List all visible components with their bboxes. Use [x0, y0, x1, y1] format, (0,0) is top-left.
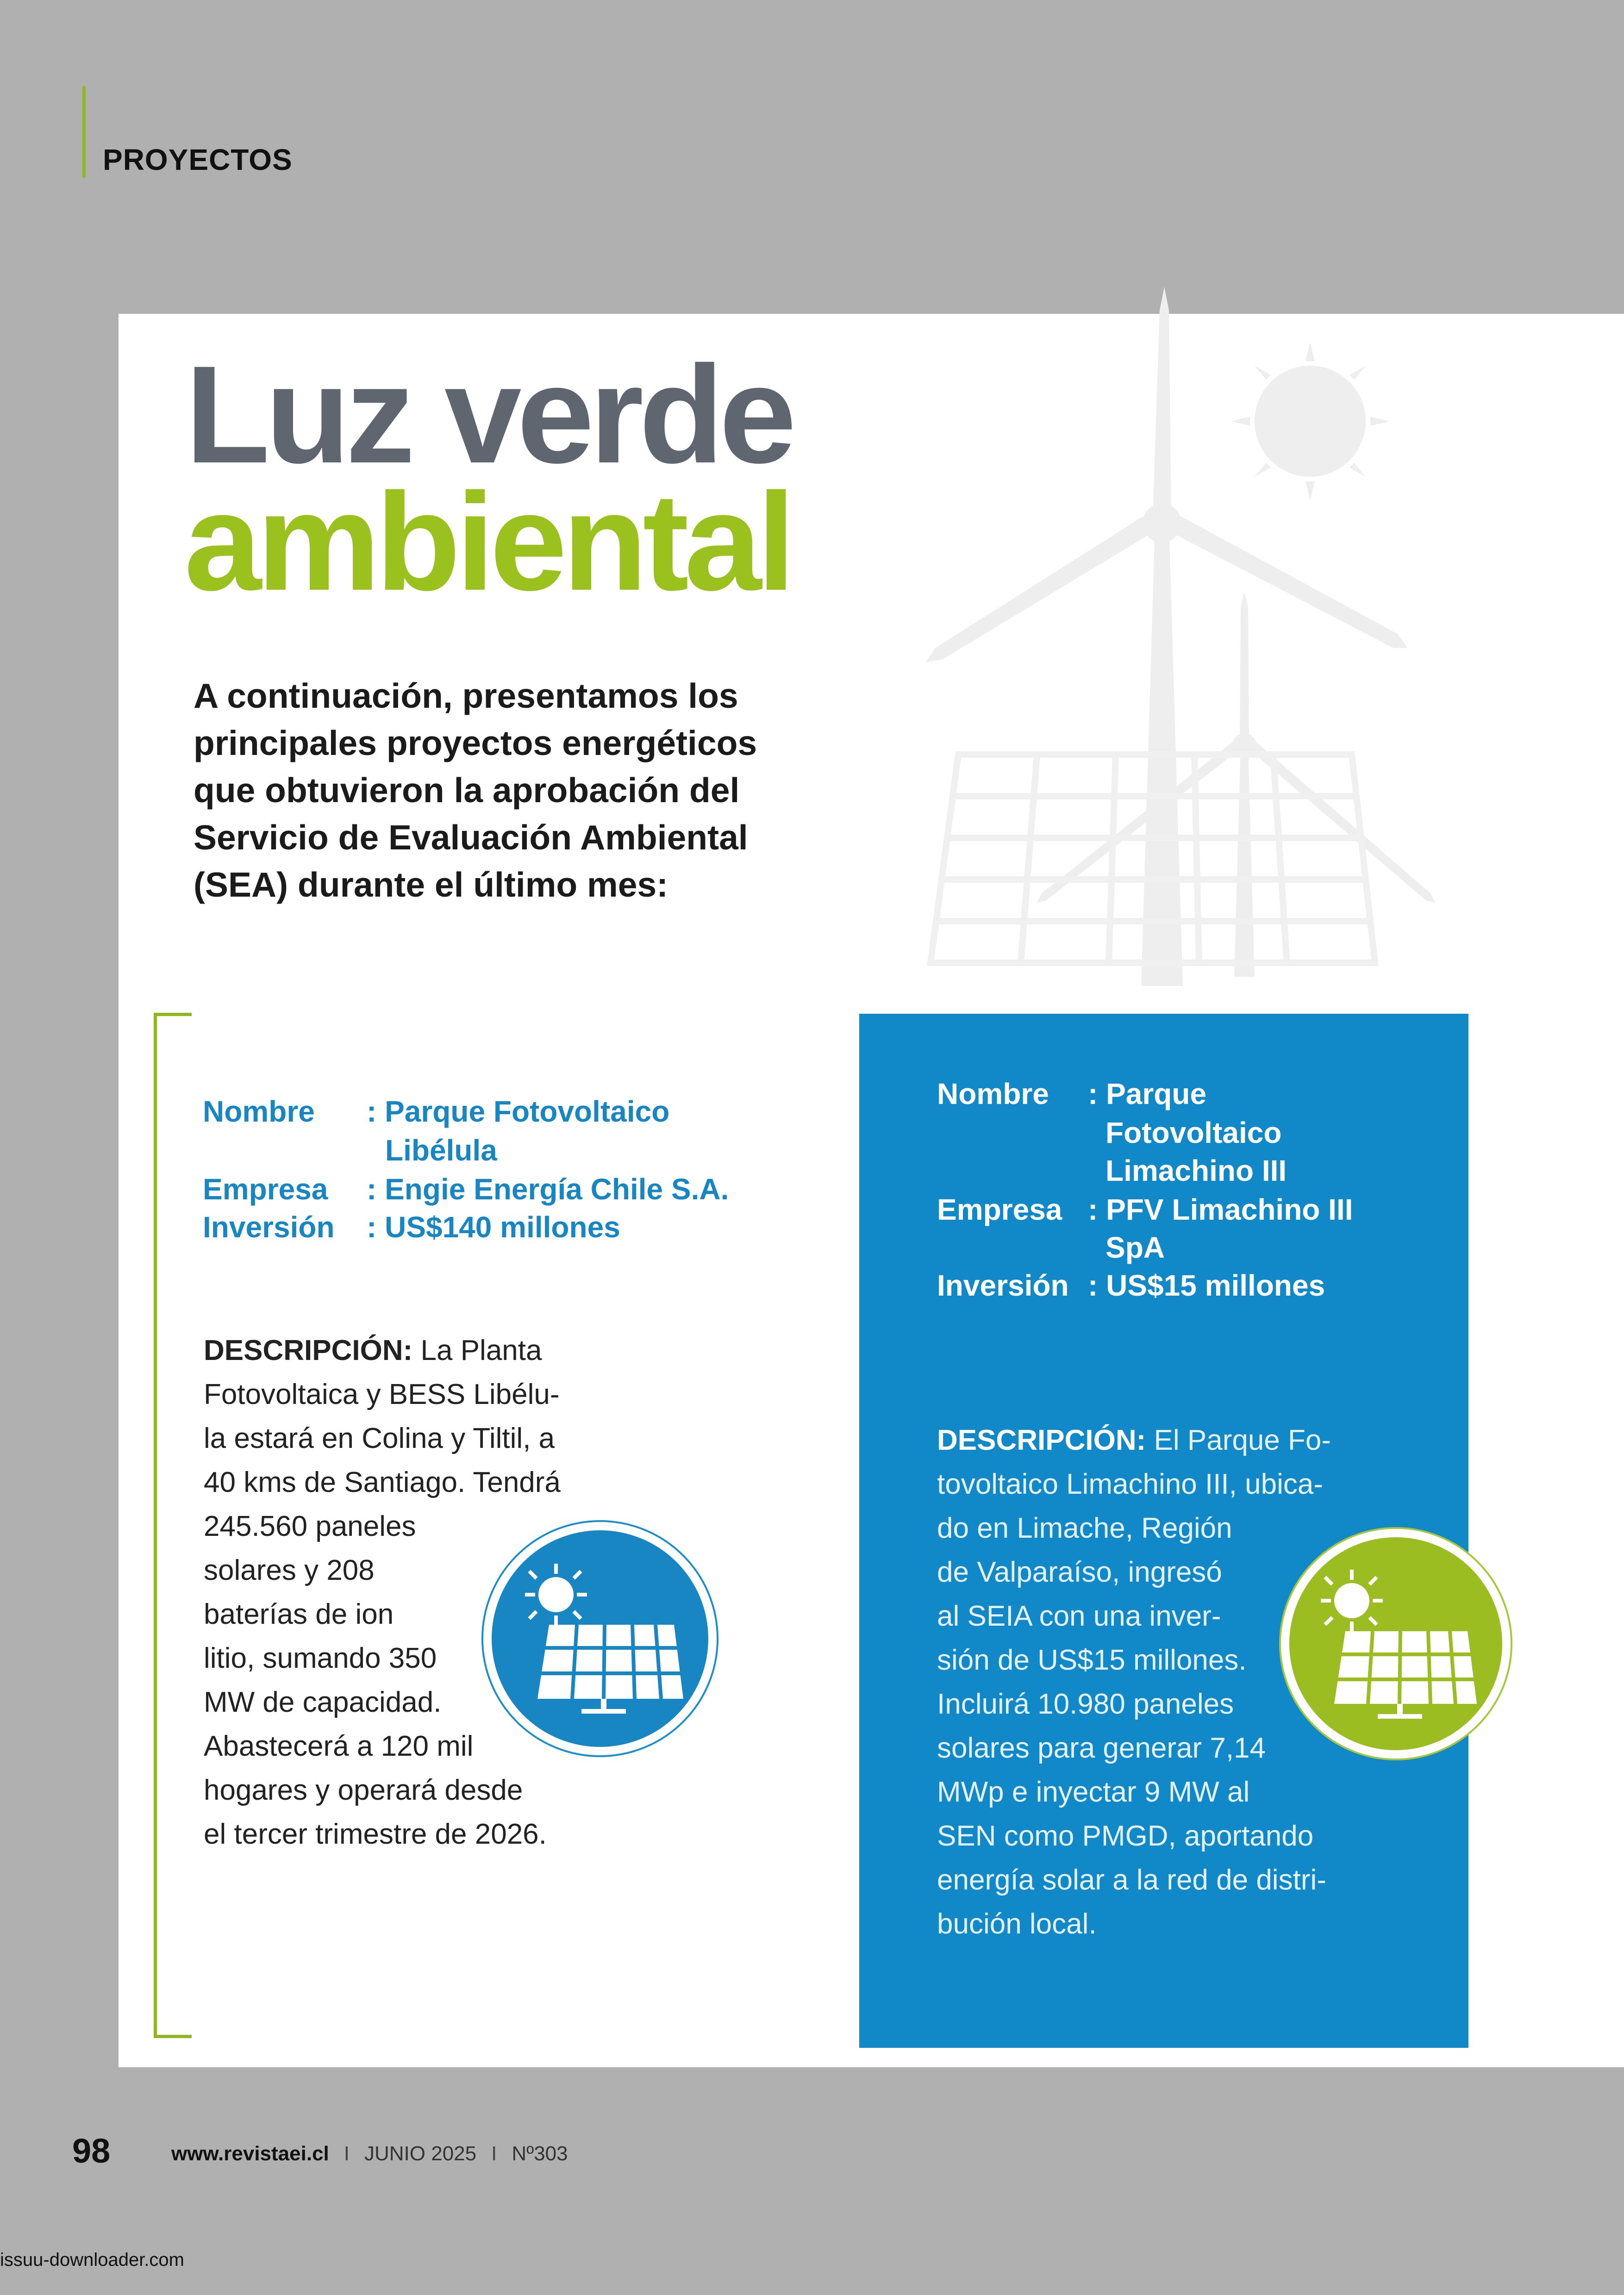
right-investment-label: Inversión	[937, 1269, 1069, 1302]
left-description-line: litio, sumando 350	[204, 1642, 437, 1674]
intro-line: Servicio de Evaluación Ambiental	[194, 818, 748, 857]
solar-panel-sun-icon	[480, 1518, 720, 1759]
left-company-label: Empresa	[203, 1172, 328, 1206]
right-description-line: El Parque Fo-	[1154, 1424, 1331, 1456]
right-name-label: Nombre	[937, 1077, 1049, 1110]
left-bracket-bottom	[154, 2035, 192, 2038]
left-bracket-top	[154, 1013, 192, 1016]
intro-line: (SEA) durante el último mes:	[194, 865, 668, 904]
left-description-label: DESCRIPCIÓN:	[204, 1335, 413, 1366]
left-description-line: hogares y operará desde	[204, 1774, 523, 1806]
solar-panel-sun-icon	[1278, 1526, 1514, 1762]
left-description-line: MW de capacidad.	[204, 1686, 442, 1718]
right-description-line: de Valparaíso, ingresó	[937, 1556, 1222, 1588]
left-name-label: Nombre	[203, 1095, 315, 1128]
intro-paragraph	[194, 672, 879, 908]
right-description-line: al SEIA con una inver-	[937, 1600, 1221, 1632]
left-description-line: solares y 208	[204, 1554, 375, 1586]
left-description-line: La Planta	[420, 1335, 542, 1366]
wind-solar-background-illustration	[917, 282, 1481, 986]
left-description-line: la estará en Colina y Tiltil, a	[204, 1422, 555, 1454]
footer-separator: I	[344, 2142, 350, 2165]
right-description-line: MWp e inyectar 9 MW al	[937, 1776, 1250, 1808]
right-description-line: bución local.	[937, 1908, 1097, 1940]
right-description-line: energía solar a la red de distri-	[937, 1864, 1326, 1896]
right-description-line: SEN como PMGD, aportando	[937, 1820, 1314, 1852]
left-description-line: baterías de ion	[204, 1598, 394, 1630]
right-company-value-1: : PFV Limachino III	[1088, 1193, 1353, 1226]
right-description-line: do en Limache, Región	[937, 1512, 1232, 1544]
page-number: 98	[72, 2132, 111, 2170]
right-name-value-3: Limachino III	[1106, 1154, 1287, 1187]
intro-line: A continuación, presentamos los	[194, 676, 738, 715]
right-description-line: tovoltaico Limachino III, ubica-	[937, 1468, 1323, 1500]
left-name-value-1: : Parque Fotovoltaico	[367, 1095, 670, 1128]
watermark: issuu-downloader.com	[0, 2250, 184, 2270]
left-description-line: 40 kms de Santiago. Tendrá	[204, 1466, 561, 1498]
left-bracket-line	[154, 1013, 157, 2038]
title-line-2: ambiental	[184, 464, 791, 619]
right-description-line: Incluirá 10.980 paneles	[937, 1688, 1234, 1720]
title-line-1: Luz verde	[185, 337, 792, 492]
intro-line: principales proyectos energéticos	[194, 723, 757, 762]
right-company-value-2: SpA	[1106, 1231, 1165, 1264]
footer-url[interactable]: www.revistaei.cl	[171, 2142, 329, 2165]
footer-issue: Nº303	[512, 2142, 568, 2165]
left-description-line: Fotovoltaica y BESS Libélu-	[204, 1378, 560, 1410]
left-description-line: 245.560 paneles	[204, 1510, 416, 1542]
right-name-value-1: : Parque	[1088, 1077, 1207, 1110]
left-name-value-2: Libélula	[385, 1134, 497, 1167]
footer-info	[171, 2142, 568, 2165]
right-name-value-2: Fotovoltaico	[1106, 1116, 1282, 1149]
left-description-line: el tercer trimestre de 2026.	[204, 1818, 547, 1850]
left-investment-label: Inversión	[203, 1210, 335, 1244]
intro-line: que obtuvieron la aprobación del	[194, 771, 740, 810]
left-investment-value: : US$140 millones	[367, 1210, 620, 1244]
footer-date: JUNIO 2025	[364, 2142, 477, 2165]
footer-separator: I	[491, 2142, 497, 2165]
right-description-line: sión de US$15 millones.	[937, 1644, 1247, 1676]
right-company-label: Empresa	[937, 1193, 1062, 1226]
right-description-line: solares para generar 7,14	[937, 1732, 1266, 1764]
section-label: PROYECTOS	[103, 143, 293, 176]
section-accent-bar	[82, 86, 86, 178]
right-description-label: DESCRIPCIÓN:	[937, 1424, 1146, 1456]
right-investment-value: : US$15 millones	[1088, 1269, 1325, 1302]
left-description-line: Abastecerá a 120 mil	[204, 1730, 474, 1762]
left-company-value: : Engie Energía Chile S.A.	[367, 1172, 729, 1206]
